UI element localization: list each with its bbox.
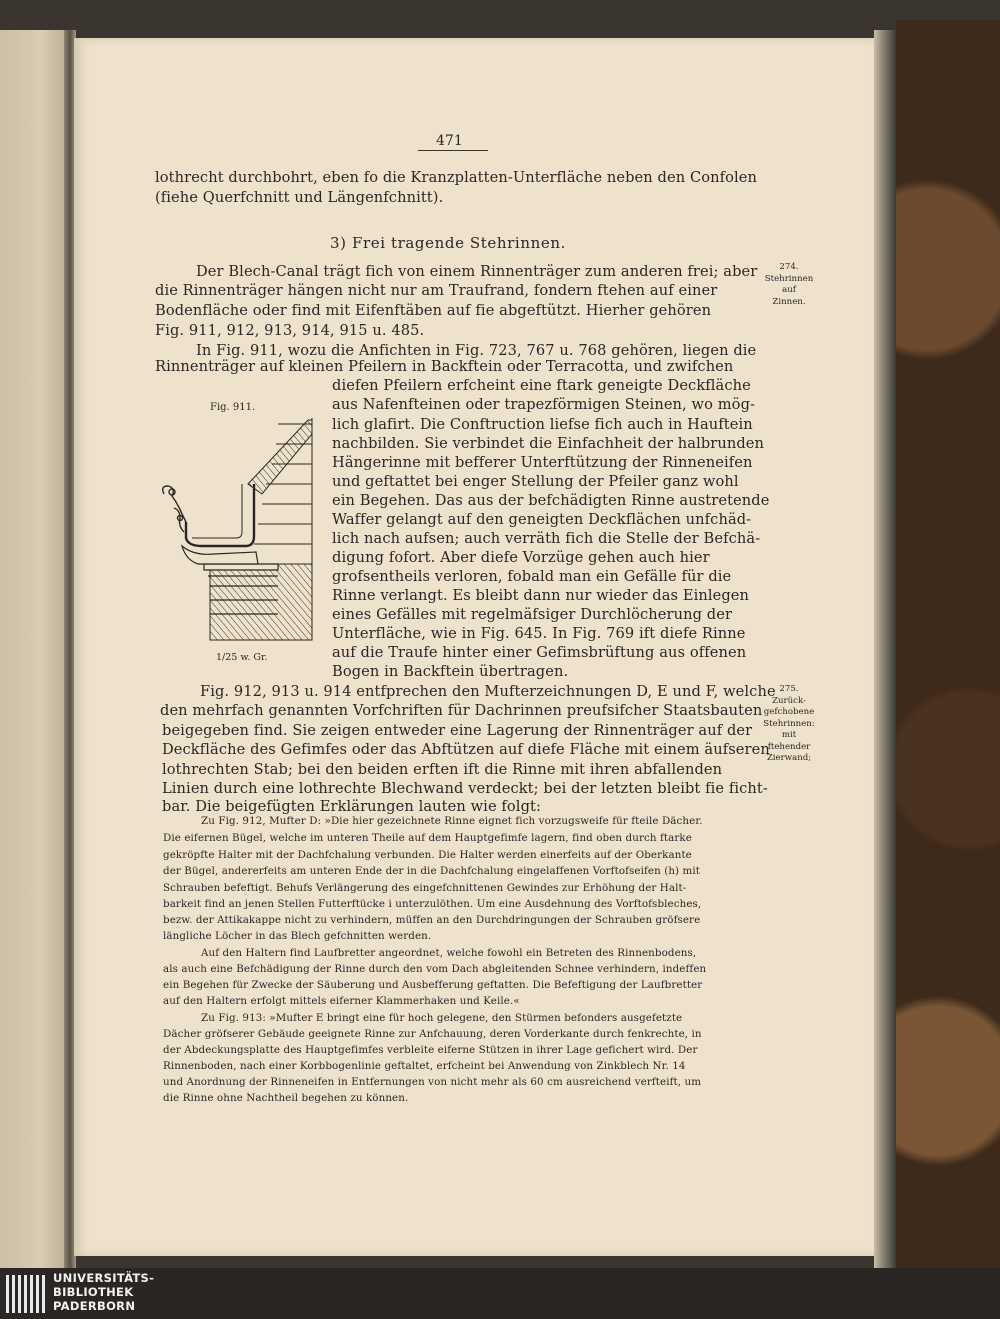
page-edge-stack: [874, 30, 896, 1268]
text-line: beigegeben find. Sie zeigen entweder eine Lagerung der Rinnenträger auf der: [162, 722, 753, 739]
small-text-line: Rinnenboden, nach einer Korbbogenlinie geftaltet, erfcheint bei Anwendung von Zinkblech Nr. 14: [163, 1060, 686, 1072]
margin-note-line: 274.: [779, 262, 799, 272]
text-line: lich nach aufsen; auch verräth fich die Stelle der Befchä-: [332, 530, 761, 547]
small-text-line: die Rinne ohne Nachtheil begehen zu können.: [163, 1092, 409, 1104]
text-line: aus Nafenfteinen oder trapezförmigen Steinen, wo mög-: [332, 396, 756, 413]
text-line: lothrechten Stab; bei den beiden erften ift die Rinne mit ihren abfallenden: [162, 761, 723, 778]
page-number: 471: [436, 133, 463, 149]
text-line: Linien durch eine lothrechte Blechwand verdeckt; bei der letzten bleibt fie ficht-: [162, 780, 768, 797]
small-text-line: auf den Haltern erfolgt mittels eiferner Klammerhaken und Keile.«: [163, 995, 520, 1007]
marbled-cover: [896, 20, 1000, 1268]
margin-note-line: Zurück-: [772, 695, 806, 706]
text-line: und geftattet bei enger Stellung der Pfeiler ganz wohl: [332, 473, 739, 490]
text-line: eines Gefälles mit regelmäfsiger Durchlöcherung der: [332, 606, 733, 623]
text-line: Rinnenträger auf kleinen Pfeilern in Backftein oder Terracotta, und zwifchen: [155, 358, 734, 375]
text-line: grofsentheils verloren, fobald man ein Gefälle für die: [332, 568, 732, 585]
margin-note-line: Zierwand;: [766, 753, 812, 763]
text-line: lothrecht durchbohrt, eben fo die Kranzplatten-Unterfläche neben den Confolen: [155, 169, 757, 186]
text-line: Fig. 912, 913 u. 914 entfprechen den Mufterzeichnungen D, E und F, welche: [200, 683, 776, 700]
figure-label: Fig. 911.: [210, 402, 256, 413]
left-page-edge: [0, 30, 70, 1268]
library-footer: [0, 1268, 1000, 1319]
text-line: Unterfläche, wie in Fig. 645. In Fig. 769 ift diefe Rinne: [332, 625, 746, 642]
text-line: Bogen in Backftein übertragen.: [332, 663, 569, 680]
margin-note-line: gefchobene: [763, 707, 815, 717]
margin-note-line: ftehender: [767, 741, 811, 752]
text-line: bar. Die beigefügten Erklärungen lauten wie folgt:: [162, 798, 541, 815]
text-line: diefen Pfeilern erfcheint eine ftark geneigte Deckfläche: [332, 377, 751, 394]
library-name-line-1: UNIVERSITÄTS-: [53, 1271, 155, 1285]
text-line: Hängerinne mit befferer Unterftützung der Rinneneifen: [332, 454, 753, 471]
text-line: Bodenfläche oder find mit Eifenftäben auf fie abgeftützt. Hierher gehören: [155, 302, 712, 319]
small-text-line: ein Begehen für Zwecke der Säuberung und Ausbefferung geftatten. Die Befeftigung der Laufbretter: [163, 979, 703, 991]
text-line: (fiehe Querfchnitt und Längenfchnitt).: [155, 189, 444, 206]
margin-note-line: Stehrinnen:: [763, 718, 815, 729]
section-heading: 3) Frei tragende Stehrinnen.: [330, 234, 566, 252]
text-line: Fig. 911, 912, 913, 914, 915 u. 485.: [155, 322, 425, 339]
margin-note-line: auf: [782, 285, 796, 295]
small-text-line: Dächer gröfserer Gebäude geeignete Rinne zur Anfchauung, deren Vorderkante durch fenkrechte, in: [163, 1028, 702, 1040]
figure-911-drawing: [158, 414, 318, 649]
margin-note-line: 275.: [779, 684, 799, 694]
text-line: Deckfläche des Gefimfes oder das Abftützen auf diefe Fläche mit einem äufseren: [162, 741, 770, 758]
small-text-line: der Bügel, andererfeits am unteren Ende der in die Dachfchalung eingelaffenen Vorftofseifen (h) mit: [163, 865, 701, 877]
margin-note-274: [754, 262, 824, 308]
small-text-line: Zu Fig. 912, Mufter D: »Die hier gezeichnete Rinne eignet fich vorzugsweife für fteile Dächer.: [201, 815, 703, 827]
margin-note-line: Stehrinnen: [764, 273, 814, 284]
text-line: Waffer gelangt auf den geneigten Deckflächen unfchäd-: [332, 511, 752, 528]
small-text-line: barkeit find an jenen Stellen Futterftücke i unterzulöthen. Um eine Ausdehnung des Vorftofsbleches,: [163, 898, 702, 910]
text-line: Der Blech-Canal trägt fich von einem Rinnenträger zum anderen frei; aber: [196, 263, 758, 280]
margin-note-line: Zinnen.: [772, 296, 806, 307]
text-line: nachbilden. Sie verbindet die Einfachheit der halbrunden: [332, 435, 765, 452]
text-line: ein Begehen. Das aus der befchädigten Rinne austretende: [332, 492, 770, 509]
small-text-line: als auch eine Befchädigung der Rinne durch den vom Dach abgleitenden Schnee verhindern, indeffen: [163, 963, 707, 975]
margin-note-275: [754, 684, 824, 765]
figure-scale: 1/25 w. Gr.: [216, 652, 268, 663]
page-number-rule: [418, 150, 488, 151]
text-line: auf die Traufe hinter einer Gefimsbrüftung aus offenen: [332, 644, 747, 661]
library-name-line-2: BIBLIOTHEK: [53, 1285, 134, 1299]
text-line: den mehrfach genannten Vorfchriften für Dachrinnen preufsifcher Staatsbauten: [160, 702, 763, 719]
small-text-line: bezw. der Attikakappe nicht zu verhindern, müffen an den Durchdringungen der Schrauben gröfsere: [163, 914, 701, 926]
text-line: die Rinnenträger hängen nicht nur am Traufrand, fondern ftehen auf einer: [155, 282, 718, 299]
small-text-line: Auf den Haltern find Laufbretter angeordnet, welche fowohl ein Betreten des Rinnenbodens,: [201, 947, 697, 959]
library-name-line-3: PADERBORN: [53, 1299, 136, 1313]
text-line: lich glafirt. Die Conftruction liefse fich auch in Hauftein: [332, 416, 753, 433]
small-text-line: Schrauben befeftigt. Behufs Verlängerung des eingefchnittenen Gewindes zur Erhöhung der Halt-: [163, 882, 687, 894]
text-line: Rinne verlangt. Es bleibt dann nur wieder das Einlegen: [332, 587, 750, 604]
small-text-line: der Abdeckungsplatte des Hauptgefimfes verbleite eiferne Stützen in ihrer Lage gefichert wird. Der: [163, 1044, 698, 1056]
small-text-line: Zu Fig. 913: »Mufter E bringt eine für hoch gelegene, den Stürmen befonders ausgefetzte: [201, 1012, 683, 1024]
small-text-line: gekröpfte Halter mit der Dachfchalung verbunden. Die Halter werden einerfeits auf der Oberkante: [163, 849, 692, 861]
text-line: In Fig. 911, wozu die Anfichten in Fig. 723, 767 u. 768 gehören, liegen die: [196, 342, 757, 359]
margin-note-line: mit: [781, 730, 797, 740]
library-logo-icon: [6, 1275, 50, 1313]
small-text-line: Die eifernen Bügel, welche im unteren Theile auf dem Hauptgefimfe lagern, find oben durch ftarke: [163, 832, 692, 844]
small-text-line: und Anordnung der Rinneneifen in Entfernungen von nicht mehr als 60 cm ausreichend verfteift, um: [163, 1076, 702, 1088]
text-line: digung fofort. Aber diefe Vorzüge gehen auch hier: [332, 549, 710, 566]
small-text-line: längliche Löcher in das Blech gefchnitten werden.: [163, 930, 432, 942]
